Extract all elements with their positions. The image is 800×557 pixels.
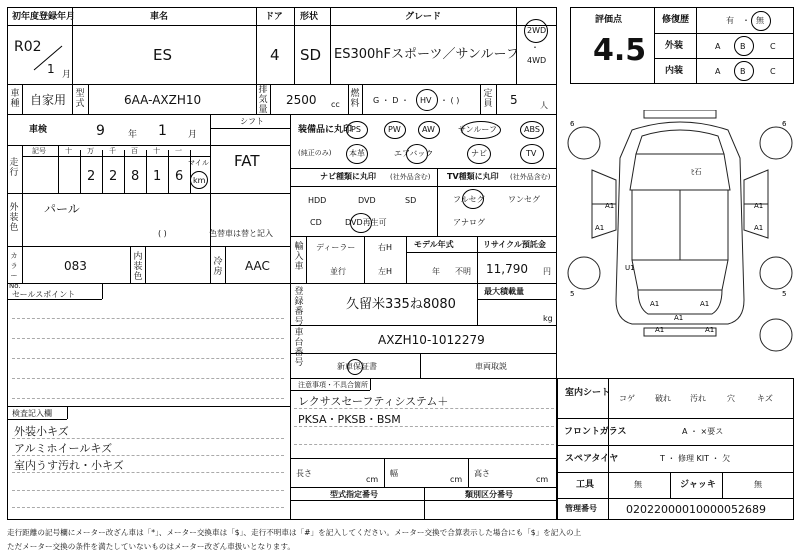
tv-label: TV種類に丸印 bbox=[447, 172, 499, 181]
sales-point-label: セールスポイント bbox=[12, 290, 76, 299]
chassis-label: 車台番号 bbox=[294, 328, 304, 368]
footer-line-1: 走行距離の記号欄にメーター改ざん車は「*」、メーター交換車は「$」、走行不明車は「#」を記入してください。メーター交換で合算表示した場合にも「$」を記入の上 bbox=[7, 528, 582, 537]
first-reg-era: R02 bbox=[14, 39, 42, 55]
car-name: ES bbox=[153, 46, 172, 64]
shape-label: 形状 bbox=[300, 12, 319, 22]
import-left: 左H bbox=[378, 267, 393, 276]
wheel-num-4: 5 bbox=[782, 290, 787, 298]
inspector-line-1: 外装小キズ bbox=[14, 425, 69, 438]
color-value: パール bbox=[44, 202, 80, 216]
notes-line-2: PKSA・PKSB・BSM bbox=[298, 413, 401, 426]
interior-a: A bbox=[715, 67, 721, 76]
month-unit: 月 bbox=[62, 70, 72, 80]
mark-a1: A1 bbox=[605, 202, 615, 210]
equip-sunroof: サンルーフ bbox=[458, 125, 497, 134]
digit-label-5: 十 bbox=[153, 147, 160, 155]
inspection-label: 車検 bbox=[29, 125, 48, 135]
unit-km: km bbox=[193, 176, 206, 185]
exterior-c: C bbox=[770, 42, 776, 51]
inspection-month: 1 bbox=[158, 123, 167, 139]
recycle-label: リサイクル預託金 bbox=[483, 240, 546, 249]
height-cm: cm bbox=[536, 475, 549, 484]
navi-dvd-playback: DVD再生可 bbox=[345, 218, 387, 227]
first-reg-label: 初年度登録年月 bbox=[12, 12, 76, 22]
inspection-year-unit: 年 bbox=[128, 130, 138, 140]
equip-pw: PW bbox=[388, 125, 401, 134]
mark-a1: A1 bbox=[595, 224, 605, 232]
navi-dvd: DVD bbox=[358, 196, 376, 205]
interior-c: C bbox=[770, 67, 776, 76]
displacement-value: 2500 bbox=[286, 93, 317, 107]
cc-unit: cc bbox=[331, 100, 340, 109]
equip-aw: AW bbox=[422, 125, 435, 134]
category-value: 自家用 bbox=[30, 93, 67, 107]
mileage-mark-label: 記号 bbox=[32, 147, 46, 155]
grade-value: ES300hFスポーツ／サンルーフ bbox=[334, 47, 519, 62]
equip-ps: PS bbox=[351, 125, 361, 134]
mileage-digit: 2 bbox=[87, 169, 96, 184]
body-shape: SD bbox=[300, 46, 322, 64]
capacity-value: 5 bbox=[510, 93, 518, 107]
interior-b: B bbox=[740, 67, 746, 76]
equip-airbag: エアバック bbox=[394, 149, 434, 158]
max-load-kg: kg bbox=[543, 314, 553, 323]
recycle-yen: 円 bbox=[543, 267, 551, 276]
equip-navi: ナビ bbox=[471, 149, 487, 158]
width-cm: cm bbox=[450, 475, 463, 484]
equipment-sub: (純正のみ) bbox=[298, 149, 332, 157]
mileage-label: 走行 bbox=[9, 158, 19, 178]
spare-value: T ・ 修理 KIT ・ 欠 bbox=[660, 454, 731, 463]
inspector-label: 検査記入欄 bbox=[12, 409, 52, 418]
color-paren: ( ) bbox=[158, 229, 167, 238]
spare-label: スペアタイヤ bbox=[565, 454, 619, 464]
seat-opt-1: コゲ bbox=[619, 394, 635, 403]
max-load-label: 最大積載量 bbox=[484, 287, 524, 296]
navi-sub: (社外品含む) bbox=[390, 173, 431, 181]
seat-opt-5: キズ bbox=[757, 394, 773, 403]
equip-tv: TV bbox=[526, 149, 537, 158]
inspector-line-3: 室内うす汚れ・小キズ bbox=[14, 459, 124, 472]
drive-2wd: 2WD bbox=[527, 26, 547, 35]
car-name-label: 車名 bbox=[150, 12, 169, 22]
mgmt-value: 02022000010000052689 bbox=[626, 503, 766, 516]
displacement-label: 排気量 bbox=[258, 85, 268, 115]
rating-score: 4.5 bbox=[593, 33, 647, 68]
repair-yes: 有 bbox=[726, 16, 734, 25]
tv-analog: アナログ bbox=[453, 218, 485, 227]
capacity-unit: 人 bbox=[540, 101, 548, 110]
category-number-label: 類別区分番号 bbox=[465, 490, 513, 499]
recycle-value: 11,790 bbox=[486, 262, 528, 276]
shift-value: FAT bbox=[234, 152, 260, 170]
navi-cd: CD bbox=[310, 218, 322, 227]
drive-dot: ・ bbox=[531, 43, 539, 52]
unit-mile: マイル bbox=[188, 159, 209, 167]
new-car-warranty: 新車保証書 bbox=[337, 362, 377, 371]
jack-label: ジャッキ bbox=[680, 480, 716, 490]
grade-label: グレード bbox=[405, 12, 442, 22]
notes-line-1: レクサスセーフティシステム＋ bbox=[298, 395, 449, 408]
mark-a1: A1 bbox=[655, 326, 665, 334]
mileage-digit: 2 bbox=[109, 169, 118, 184]
repair-label: 修復歴 bbox=[662, 15, 690, 25]
mark-u1: U1 bbox=[625, 264, 635, 272]
tools-label: 工具 bbox=[576, 480, 595, 490]
navi-hdd: HDD bbox=[308, 196, 327, 205]
mileage-digit: 6 bbox=[175, 169, 184, 184]
mark-a1: A1 bbox=[674, 314, 684, 322]
ac-label: 冷房 bbox=[213, 257, 223, 277]
height-label: 高さ bbox=[474, 469, 490, 478]
fuel-label: 燃料 bbox=[350, 89, 360, 109]
exterior-b: B bbox=[740, 42, 746, 51]
tv-oneseg: ワンセグ bbox=[508, 195, 540, 204]
drive-4wd: 4WD bbox=[527, 56, 547, 65]
length-label: 長さ bbox=[296, 469, 312, 478]
door-label: ドア bbox=[265, 12, 283, 22]
first-reg-month: 1 bbox=[47, 62, 55, 76]
registration-label: 登録番号 bbox=[294, 287, 304, 327]
footer-line-2: ただメーター交換の条件を満たしていないものはメーター改ざん車扱いとなります。 bbox=[7, 542, 295, 551]
wheel-num-2: 6 bbox=[782, 120, 787, 128]
mark-a1: A1 bbox=[650, 300, 660, 308]
model-label: 型式 bbox=[75, 89, 85, 109]
equip-abs: ABS bbox=[524, 125, 540, 134]
exterior-label: 外装 bbox=[665, 41, 684, 51]
color-label: 外装色 bbox=[9, 203, 19, 233]
fuel-selected: HV bbox=[420, 96, 432, 105]
digit-label-3: 千 bbox=[109, 147, 116, 155]
registration-value: 久留米335ね8080 bbox=[346, 297, 456, 312]
mark-a1: A1 bbox=[705, 326, 715, 334]
tools-value: 無 bbox=[634, 480, 642, 489]
notes-label: 注意事項・不具合箇所 bbox=[298, 381, 368, 389]
tv-fullseg: フルセグ bbox=[453, 195, 485, 204]
glass-label: フロントガラス bbox=[564, 427, 627, 437]
fuel-options: G ・ D ・ bbox=[373, 96, 409, 105]
glass-value: A ・ ×要ス bbox=[682, 427, 724, 436]
inspection-month-unit: 月 bbox=[188, 130, 198, 140]
mgmt-label: 管理番号 bbox=[565, 504, 597, 513]
seat-opt-4: 穴 bbox=[727, 394, 735, 403]
import-parallel: 並行 bbox=[330, 267, 346, 276]
digit-label-2: 万 bbox=[87, 147, 94, 155]
vehicle-manual: 車両取説 bbox=[475, 362, 507, 371]
digit-label-1: 十 bbox=[65, 147, 72, 155]
shift-label: シフト bbox=[240, 117, 264, 126]
interior-color-label: 内装色 bbox=[133, 252, 143, 282]
mark-a1: A1 bbox=[700, 300, 710, 308]
import-right: 右H bbox=[378, 243, 393, 252]
mileage-digit: 8 bbox=[131, 169, 140, 184]
color-no-label: カラーNo. bbox=[9, 252, 21, 290]
exterior-a: A bbox=[715, 42, 721, 51]
repair-dot: ・ bbox=[742, 16, 750, 25]
mileage-digit: 1 bbox=[153, 169, 162, 184]
chassis-value: AXZH10-1012279 bbox=[378, 333, 485, 347]
category-label: 車種 bbox=[10, 89, 20, 109]
inspection-year: 9 bbox=[96, 123, 105, 139]
model-value: 6AA-AXZH10 bbox=[124, 93, 202, 107]
tv-sub: (社外品含む) bbox=[510, 173, 551, 181]
model-year-label: モデル年式 bbox=[414, 240, 454, 249]
wheel-num-3: 5 bbox=[570, 290, 575, 298]
seat-opt-2: 破れ bbox=[655, 394, 671, 403]
designation-number-label: 型式指定番号 bbox=[330, 490, 378, 499]
mark-a1: A1 bbox=[754, 224, 764, 232]
wheel-num-1: 6 bbox=[570, 120, 575, 128]
model-year-unknown: 不明 bbox=[455, 267, 471, 276]
color-no-value: 083 bbox=[64, 259, 87, 273]
length-cm: cm bbox=[366, 475, 379, 484]
inspector-line-2: アルミホイールキズ bbox=[14, 442, 113, 455]
seat-opt-3: 汚れ bbox=[690, 394, 706, 403]
navi-label: ナビ種類に丸印 bbox=[320, 172, 376, 181]
model-year-unit: 年 bbox=[432, 267, 440, 276]
door-count: 4 bbox=[270, 46, 280, 64]
mark-a1: A1 bbox=[754, 202, 764, 210]
navi-sd: SD bbox=[405, 196, 417, 205]
hotspot-label: ﾋ石 bbox=[691, 168, 702, 176]
width-label: 幅 bbox=[390, 469, 398, 478]
import-dealer: ディーラー bbox=[316, 243, 356, 252]
digit-label-6: 一 bbox=[175, 147, 182, 155]
color-note: 色替車は替と記入 bbox=[209, 229, 273, 238]
capacity-label: 定員 bbox=[483, 89, 493, 109]
fuel-paren: ・ ( ) bbox=[440, 96, 460, 105]
ac-value: AAC bbox=[245, 259, 270, 273]
import-label: 輸入車 bbox=[294, 242, 304, 272]
interior-label: 内装 bbox=[665, 66, 684, 76]
car-diagram bbox=[562, 110, 798, 372]
equipment-label: 装備品に丸印 bbox=[298, 125, 353, 135]
rating-label: 評価点 bbox=[595, 15, 623, 25]
jack-value: 無 bbox=[754, 480, 762, 489]
interior-seat-label: 室内シート bbox=[565, 388, 611, 398]
digit-label-4: 百 bbox=[131, 147, 138, 155]
repair-no: 無 bbox=[756, 16, 764, 25]
equip-leather: 本革 bbox=[349, 149, 365, 158]
